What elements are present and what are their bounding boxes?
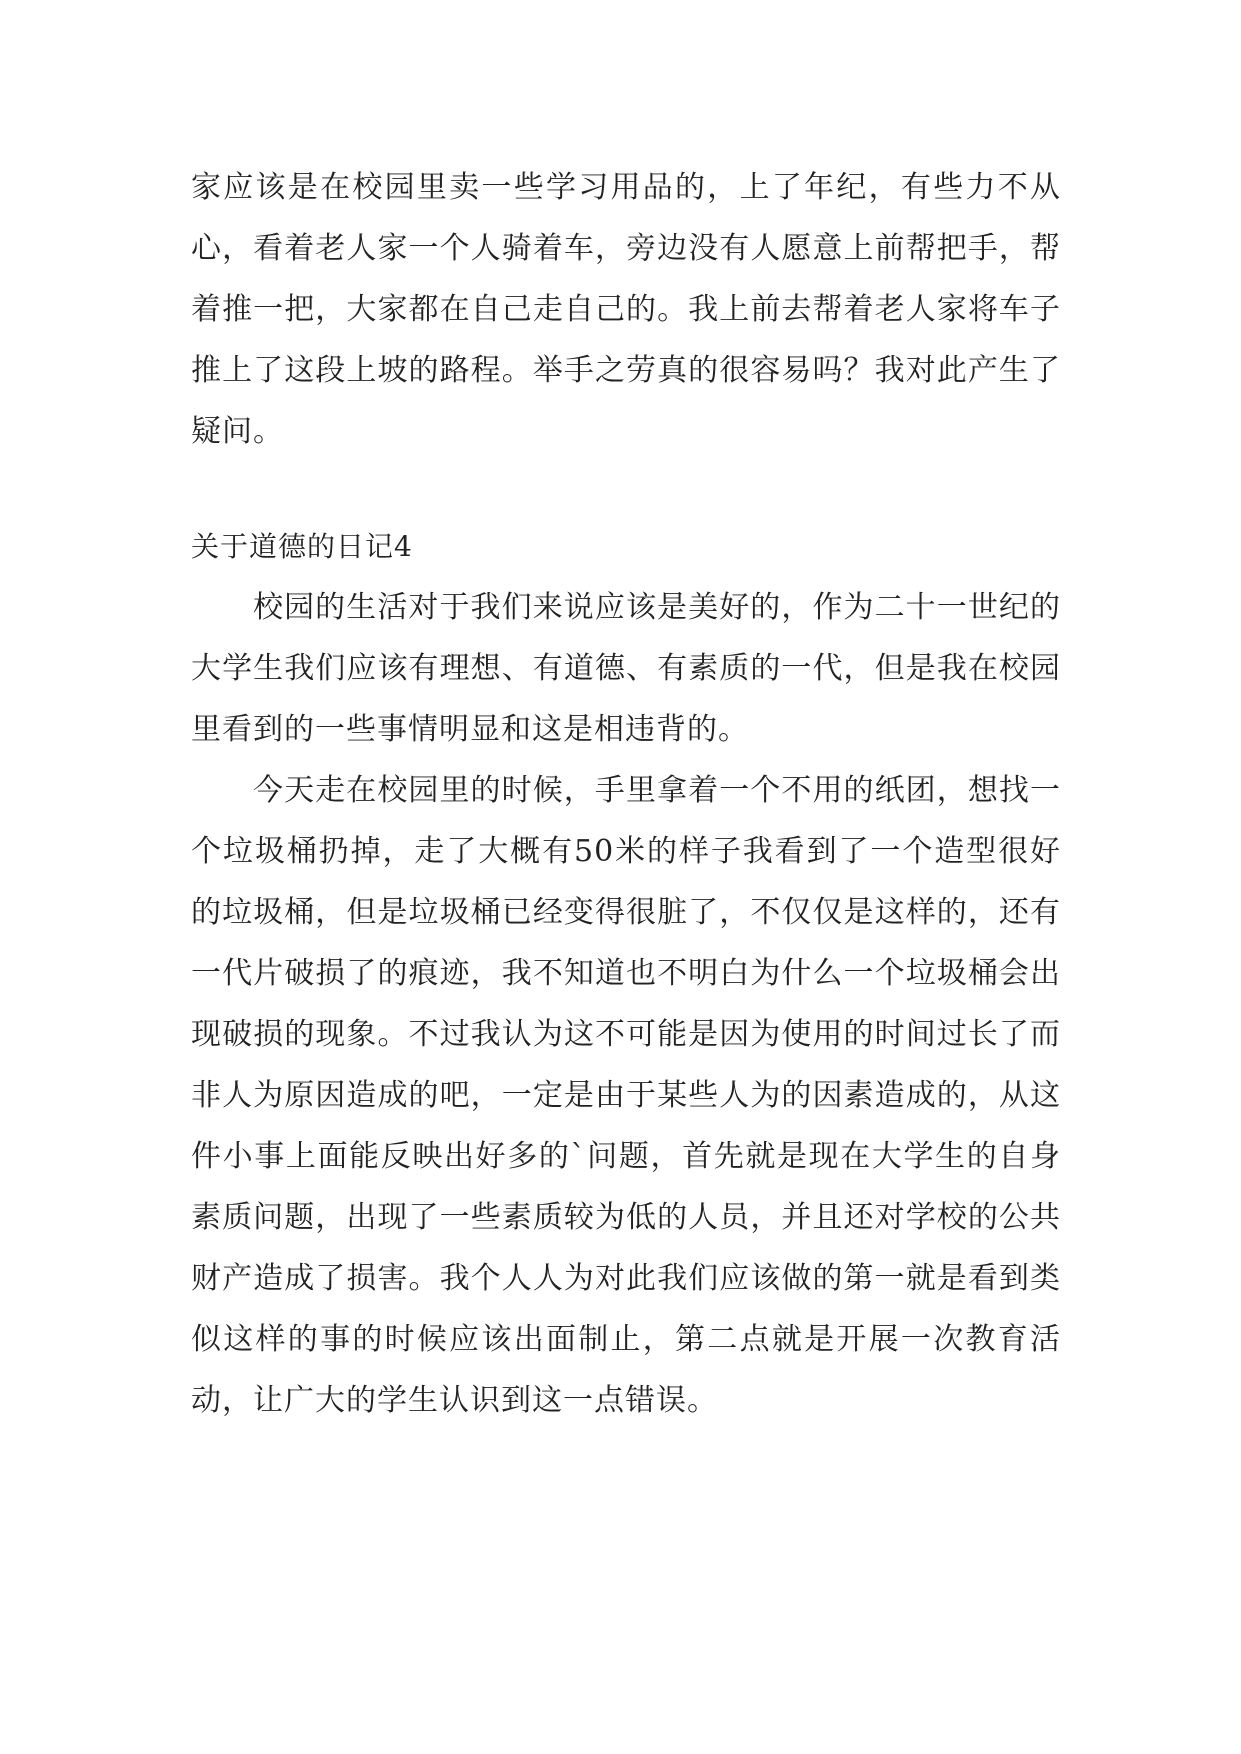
document-body bbox=[191, 157, 1061, 1431]
section-heading: 关于道德的日记4 bbox=[191, 530, 413, 563]
section-paragraph-1: 校园的生活对于我们来说应该是美好的，作为二十一世纪的大学生我们应该有理想、有道德、有素质的一代，但是我在校园里看到的一些事情明显和这是相违背的。 bbox=[191, 590, 1061, 747]
paragraph-continued: 家应该是在校园里卖一些学习用品的，上了年纪，有些力不从心，看着老人家一个人骑着车，旁边没有人愿意上前帮把手，帮着推一把，大家都在自己走自己的。我上前去帮着老人家将车子推上了这段上坡的路程。举手之劳真的很容易吗？我对此产生了疑问。 bbox=[191, 170, 1061, 449]
section-paragraph-2: 今天走在校园里的时候，手里拿着一个不用的纸团，想找一个垃圾桶扔掉，走了大概有50米的样子我看到了一个造型很好的垃圾桶，但是垃圾桶已经变得很脏了，不仅仅是这样的，还有一代片破损了的痕迹，我不知道也不明白为什么一个垃圾桶会出现破损的现象。不过我认为这不可能是因为使用的时间过长了而非人为原因造成的吧，一定是由于某些人为的因素造成的，从这件小事上面能反映出好多的`问题，首先就是现在大学生的自身素质问题，出现了一些素质较为低的人员，并且还对学校的公共财产造成了损害。我个人人为对此我们应该做的第一就是看到类似这样的事的时候应该出面制止，第二点就是开展一次教育活动，让广大的学生认识到这一点错误。 bbox=[191, 773, 1061, 1418]
